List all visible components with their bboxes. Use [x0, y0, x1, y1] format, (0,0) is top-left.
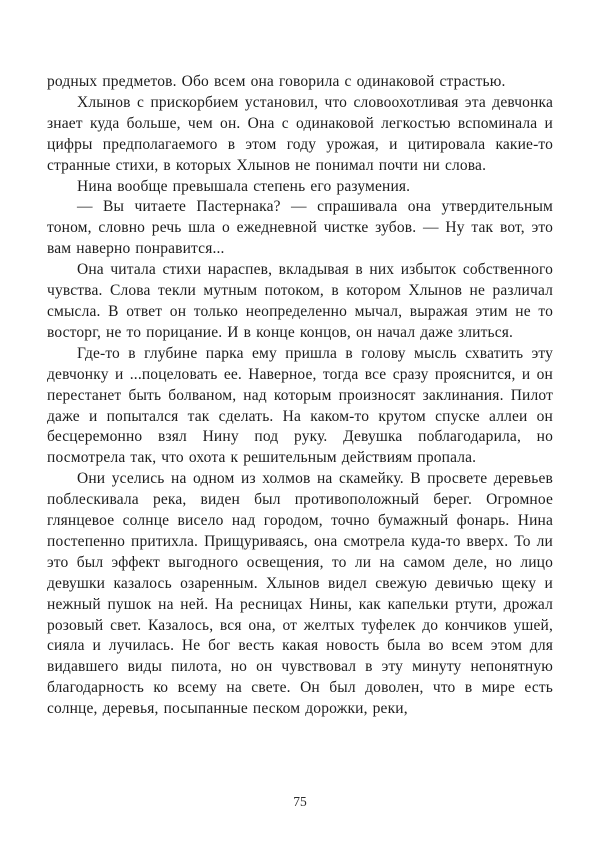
- text-block: [47, 72, 553, 720]
- paragraph: Она читала стихи нараспев, вкладывая в них избыток собственного чувства. Слова текли мутным потоком, в котором Хлынов не различал смысла. В ответ он только неопределенно мычал, выражая этим не то восторг, не то порицание. И в конце концов, он начал даже злиться.: [47, 261, 553, 341]
- paragraph: родных предметов. Обо всем она говорила с одинаковой страстью.: [47, 73, 506, 90]
- paragraph: Нина вообще превышала степень его разумения.: [77, 177, 411, 195]
- paragraph: Они уселись на одном из холмов на скамейку. В просвете деревьев поблескивала река, виден был противоположный берег. Огромное глянцевое солнце висело над городом, точно бумажный фонарь. Нина постепенно притихла. Прищуриваясь, она смотрела куда-то вверх. То ли это был эффект выгодного освещения, то ли на самом деле, но лицо девушки казалось озаренным. Хлынов видел свежую девичью щеку и нежный пушок на ней. На ресницах Нины, как капельки ртути, дрожал розовый свет. Казалось, вся она, от желтых туфелек до кончиков ушей, сияла и лучилась. Не бог весть какая новость была во всем этом для видавшего виды пилота, но он чувствовал в эту минуту непонятную благодарность ко всему на свете. Он был доволен, что в мире есть солнце, деревья, посыпанные песком дорожки, реки,: [47, 470, 553, 718]
- paragraph: Где-то в глубине парка ему пришла в голову мысль схватить эту девчонку и ...поцеловать ее. Наверное, тогда все сразу прояснится, и он перестанет быть болваном, над которым произносят заклинания. Пилот даже и попытался так сделать. На каком-то крутом спуске аллеи он бесцеремонно взял Нину под руку. Девушка поблагодарила, но посмотрела так, что охота к решительным действиям пропала.: [47, 344, 553, 467]
- paragraph: Хлынов с прискорбием установил, что словоохотливая эта девчонка знает куда больше, чем он. Она с одинаковой легкостью вспоминала и цифры предполагаемого в этом году урожая, и цитировала какие-то странные стихи, в которых Хлынов не понимал почти ни слова.: [47, 93, 553, 174]
- page-number: 75: [293, 794, 307, 809]
- paragraph: — Вы читаете Пастернака? — спрашивала она утвердительным тоном, словно речь шла о ежедневной чистке зубов. — Ну так вот, это вам наверно понравится...: [47, 198, 553, 258]
